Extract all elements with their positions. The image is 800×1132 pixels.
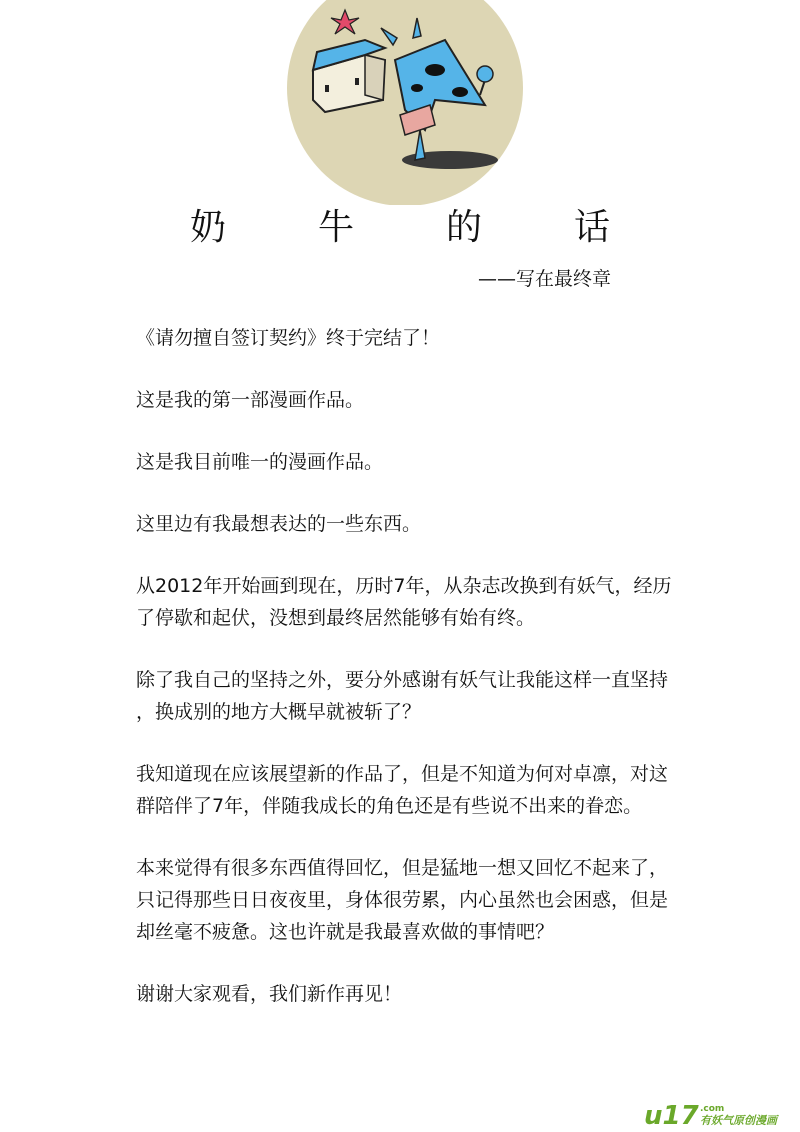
paragraph: 这是我目前唯一的漫画作品。 <box>136 451 384 473</box>
cow-mascot-illustration <box>285 0 525 205</box>
title-char: 牛 <box>317 206 354 248</box>
cow-head <box>313 40 385 112</box>
paragraph: 这是我的第一部漫画作品。 <box>136 389 365 411</box>
paragraph: 这里边有我最想表达的一些东西。 <box>136 513 422 535</box>
body-text <box>136 322 711 1040</box>
paragraph: 《请勿擅自签订契约》终于完结了！ <box>136 327 441 349</box>
page-title <box>150 196 650 252</box>
u17-logo <box>642 1100 792 1128</box>
title-char: 奶 <box>190 206 227 248</box>
paragraph: 本来觉得有很多东西值得回忆，但是猛地一想又回忆不起来了， 只记得那些日日夜夜里，身体很劳累，内心虽然也会困惑，但是 却丝毫不疲惫。这也许就是我最喜欢做的事情吧？ <box>136 857 669 943</box>
paragraph: 谢谢大家观看，我们新作再见！ <box>136 983 403 1005</box>
paragraph: 我知道现在应该展望新的作品了，但是不知道为何对卓凛，对这 群陪伴了7年，伴随我成长的角色还是有些说不出来的眷恋。 <box>136 763 669 817</box>
title-char: 话 <box>573 206 610 248</box>
logo-tagline: 有妖气原创漫画 <box>700 1114 777 1127</box>
logo-text: u17 <box>644 1101 699 1128</box>
paragraph: 从2012年开始画到现在，历时7年，从杂志改换到有妖气，经历 了停歇和起伏，没想到最终居然能够有始有终。 <box>136 575 672 629</box>
page-subtitle: ——写在最终章 <box>478 268 612 290</box>
paragraph: 除了我自己的坚持之外，要分外感谢有妖气让我能这样一直坚持 ，换成别的地方大概早就被斩了？ <box>136 669 669 723</box>
title-char: 的 <box>445 206 482 248</box>
logo-suffix: .com <box>700 1104 725 1114</box>
